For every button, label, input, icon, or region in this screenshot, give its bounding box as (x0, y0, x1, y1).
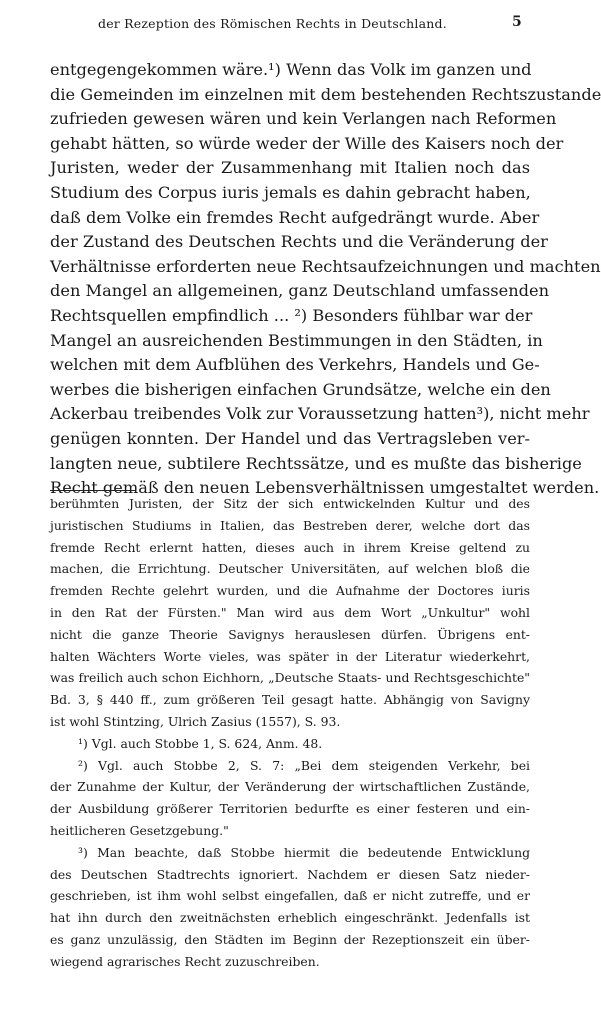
text-line: den Mangel an allgemeinen, ganz Deutschland umfassenden (50, 281, 549, 301)
footnote-line: ist wohl Stintzing, Ulrich Zasius (1557), S. 93. (50, 713, 341, 729)
text-line: Rechtsquellen empfindlich ... ²) Besonders fühlbar war der (50, 305, 533, 325)
main-text (50, 58, 601, 501)
footnote-line: des Deutschen Stadtrechts ignoriert. Nachdem er diesen Satz nieder- (50, 866, 530, 882)
text-line: langten neue, subtilere Rechtssätze, und es mußte das bisherige (50, 453, 582, 473)
footnote-line: der Ausbildung größerer Territorien bedurfte es einer festeren und ein- (50, 801, 530, 817)
footnote-separator (50, 490, 136, 491)
footnote-line: der Zunahme der Kultur, der Veränderung der wirtschaftlichen Zustände, (50, 779, 530, 795)
footnote-line: hat ihn durch den zweitnächsten erheblich eingeschränkt. Jedenfalls ist (50, 910, 530, 926)
text-line: Ackerbau treibendes Volk zur Voraussetzung hatten³), nicht mehr (50, 404, 590, 424)
text-line: die Gemeinden im einzelnen mit dem bestehenden Rechtszustande (50, 84, 601, 104)
footnote-3: ³) Man beachte, daß Stobbe hiermit die bedeutende Entwicklung (78, 844, 530, 860)
footnote-line: heitlicheren Gesetzgebung." (50, 822, 229, 838)
footnote-line: fremden Rechte gelehrt wurden, und die Aufnahme der Doctores iuris (50, 583, 530, 599)
footnote-line: halten Wächters Worte vieles, was später in der Literatur wiederkehrt, (50, 648, 530, 664)
footnote-line: es ganz unzulässig, den Städten im Beginn der Rezeptionszeit ein über- (50, 931, 530, 947)
running-head: der Rezeption des Römischen Rechts in Deutschland. (98, 16, 447, 31)
footnote-line: fremde Recht erlernt hatten, dieses auch in ihrem Kreise geltend zu (50, 539, 530, 555)
text-line: daß dem Volke ein fremdes Recht aufgedrängt wurde. Aber (50, 207, 540, 227)
text-line: welchen mit dem Aufblühen des Verkehrs, Handels und Ge- (50, 355, 540, 375)
footnote-line: wiegend agrarisches Recht zuzuschreiben. (50, 953, 320, 969)
text-line: der Zustand des Deutschen Rechts und die Veränderung der (50, 232, 548, 252)
text-line: Recht gemäß den neuen Lebensverhältnissen umgestaltet werden. (50, 478, 600, 498)
footnote-line: berühmten Juristen, der Sitz der sich entwickelnden Kultur und des (50, 496, 530, 511)
footnotes (50, 493, 530, 973)
footnote-line: Bd. 3, § 440 ff., zum größeren Teil gesagt hatte. Abhängig von Savigny (50, 692, 530, 708)
footnote-line: machen, die Errichtung. Deutscher Universitäten, auf welchen bloß die (50, 561, 530, 577)
text-line: gehabt hätten, so würde weder der Wille des Kaisers noch der (50, 133, 564, 153)
footnote-line: nicht die ganze Theorie Savignys herauslesen dürfen. Übrigens ent- (50, 626, 530, 642)
text-line: zufrieden gewesen wären und kein Verlangen nach Reformen (50, 109, 557, 129)
footnote-2: ²) Vgl. auch Stobbe 2, S. 7: „Bei dem steigenden Verkehr, bei (78, 757, 530, 773)
text-line: Mangel an ausreichenden Bestimmungen in den Städten, in (50, 330, 543, 350)
page-number: 5 (512, 14, 522, 30)
footnote-line: juristischen Studiums in Italien, das Bestreben derer, welche dort das (50, 517, 530, 533)
footnote-1: ¹) Vgl. auch Stobbe 1, S. 624, Anm. 48. (78, 735, 323, 751)
text-line: entgegengekommen wäre.¹) Wenn das Volk im ganzen und (50, 60, 532, 79)
footnote-line: was freilich auch schon Eichhorn, „Deutsche Staats- und Rechtsgeschichte" (50, 670, 530, 686)
text-line: genügen konnten. Der Handel und das Vertragsleben ver- (50, 428, 530, 448)
text-line: werbes die bisherigen einfachen Grundsätze, welche ein den (50, 379, 551, 399)
text-line: Juristen, weder der Zusammenhang mit Italien noch das (50, 158, 530, 178)
text-line: Verhältnisse erforderten neue Rechtsaufzeichnungen und machten (50, 256, 601, 276)
footnote-line: in den Rat der Fürsten." Man wird aus dem Wort „Unkultur" wohl (50, 604, 530, 620)
footnote-line: geschrieben, ist ihm wohl selbst eingefallen, daß er nicht zutreffe, und er (50, 888, 530, 904)
text-line: Studium des Corpus iuris jemals es dahin gebracht haben, (50, 182, 531, 202)
